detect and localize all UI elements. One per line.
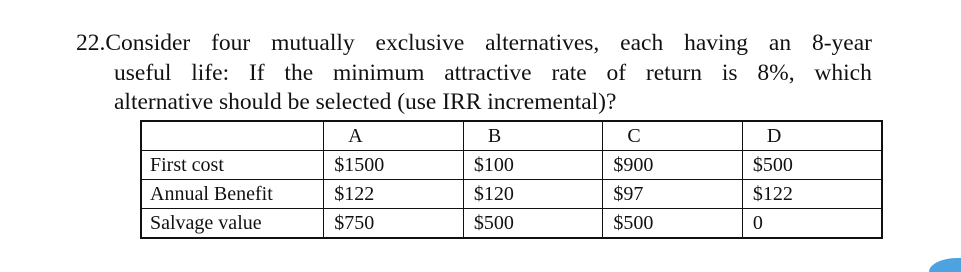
question-word: having bbox=[684, 30, 749, 56]
question-word: life: bbox=[191, 59, 230, 86]
question-word: rate bbox=[551, 59, 587, 86]
row-label: Annual Benefit bbox=[141, 180, 324, 209]
question-word: Consider bbox=[105, 30, 191, 56]
table-row bbox=[141, 151, 882, 180]
table-cell: $122 bbox=[324, 180, 464, 209]
table-cell: $500 bbox=[603, 209, 743, 239]
question-word: each bbox=[620, 30, 664, 56]
question-number: 22. bbox=[76, 30, 106, 56]
question-word: If bbox=[248, 59, 265, 86]
table-cell: $900 bbox=[603, 151, 743, 180]
table-header-row bbox=[141, 121, 882, 151]
table-header-cell: D bbox=[742, 121, 882, 151]
table-cell: $750 bbox=[324, 209, 464, 239]
question-word: mutually bbox=[271, 30, 355, 56]
question-line-1 bbox=[76, 29, 872, 59]
table-header-cell: B bbox=[463, 121, 603, 151]
table-cell: $1500 bbox=[324, 151, 464, 180]
table-header-cell bbox=[141, 121, 324, 151]
table-header-cell: C bbox=[603, 121, 743, 151]
question-text bbox=[76, 29, 872, 118]
table-cell: $500 bbox=[463, 209, 603, 239]
question-line-2 bbox=[76, 59, 872, 89]
row-label: Salvage value bbox=[141, 209, 324, 239]
row-label: First cost bbox=[141, 151, 324, 180]
question-word: attractive bbox=[444, 59, 532, 86]
question-word: which bbox=[814, 59, 872, 86]
table-cell: 0 bbox=[742, 209, 882, 239]
table-cell: $97 bbox=[603, 180, 743, 209]
table-cell: $120 bbox=[463, 180, 603, 209]
table-row bbox=[141, 180, 882, 209]
question-word: the bbox=[284, 59, 314, 86]
question-word: an bbox=[768, 30, 792, 56]
table-cell: $100 bbox=[463, 151, 603, 180]
question-word: of bbox=[606, 59, 627, 86]
table-cell: $500 bbox=[742, 151, 882, 180]
question-word: minimum bbox=[332, 59, 425, 86]
question-word: useful bbox=[114, 59, 172, 86]
question-word: alternatives, bbox=[485, 30, 600, 56]
question-word: 8%, bbox=[757, 59, 795, 86]
question-line-1-text bbox=[105, 29, 872, 59]
question-word: is bbox=[721, 59, 738, 86]
table-cell: $122 bbox=[742, 180, 882, 209]
table-row bbox=[141, 209, 882, 239]
question-word: return bbox=[645, 59, 703, 86]
table-header-cell: A bbox=[324, 121, 464, 151]
alternatives-table bbox=[140, 120, 883, 239]
corner-decoration bbox=[929, 258, 961, 272]
question-word: four bbox=[211, 30, 251, 56]
question-line-3: alternative should be selected (use IRR incremental)? bbox=[114, 89, 617, 115]
question-word: 8-year bbox=[811, 30, 872, 56]
question-word: exclusive bbox=[375, 30, 465, 56]
